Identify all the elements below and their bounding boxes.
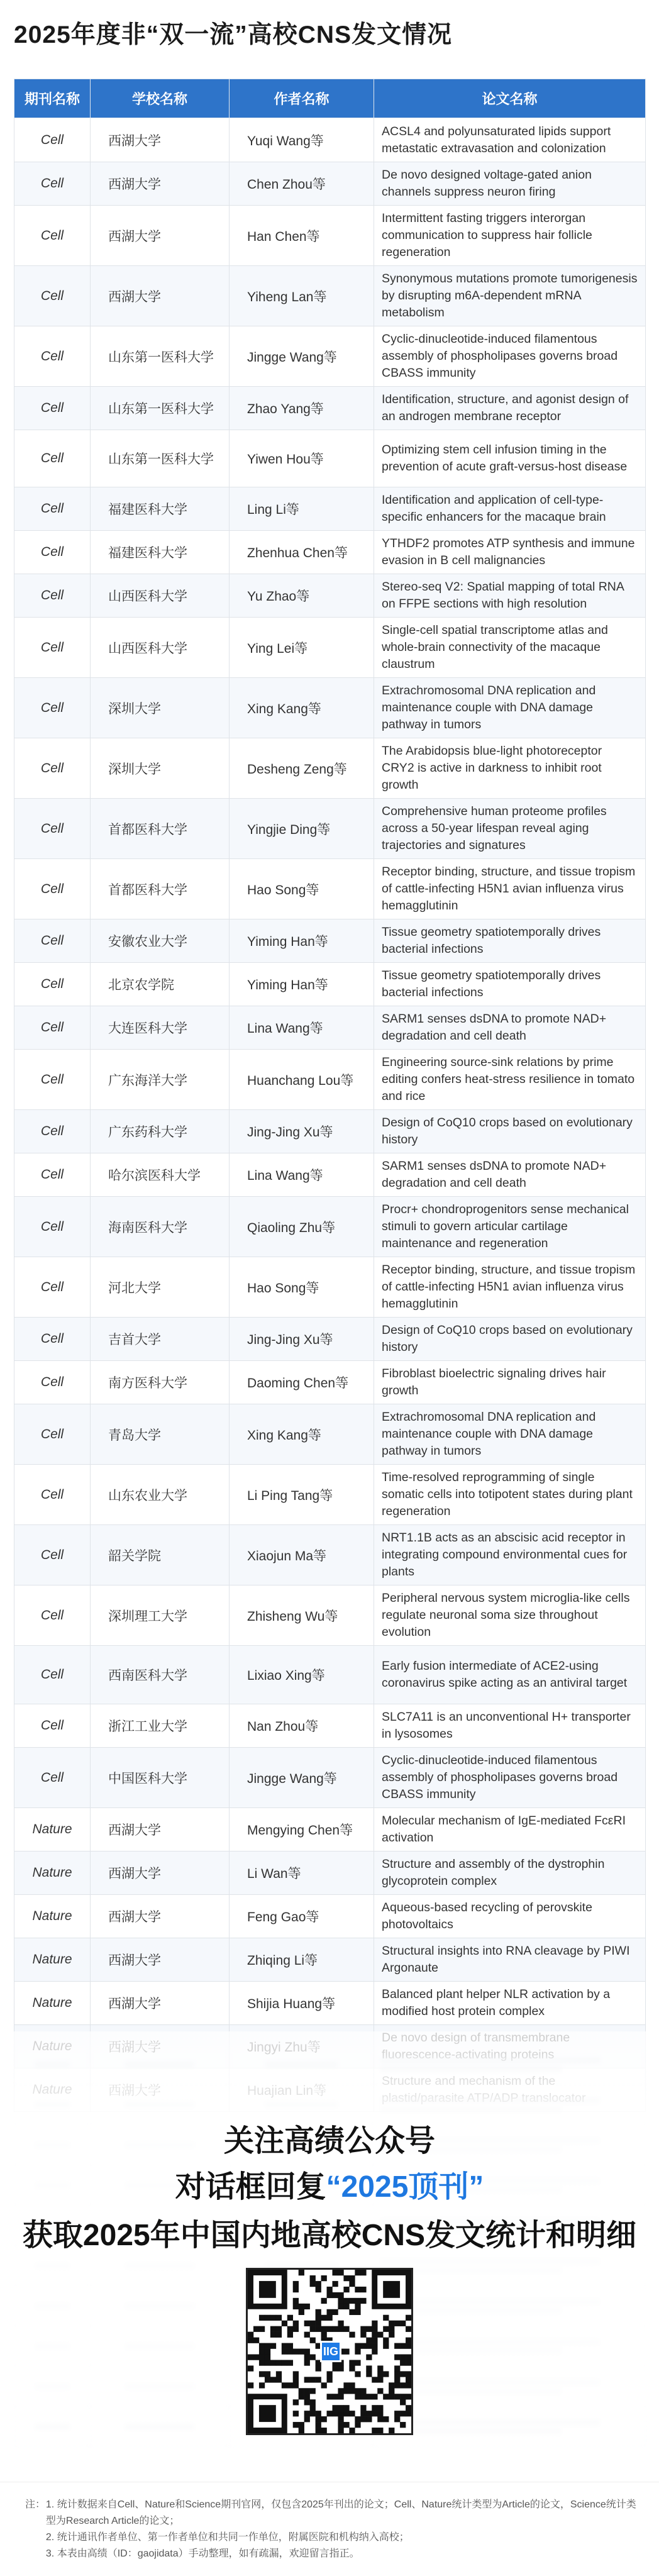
- journal-cell: Cell: [14, 1257, 91, 1318]
- school-cell: 深圳理工大学: [91, 1585, 230, 1646]
- journal-cell: Cell: [14, 1318, 91, 1361]
- journal-cell: Cell: [14, 1361, 91, 1404]
- paper-cell: Design of CoQ10 crops based on evolutionary history: [374, 1110, 646, 1153]
- table-row: [14, 738, 646, 799]
- footnotes: [25, 2497, 641, 2562]
- author-cell: Daoming Chen等: [230, 1361, 374, 1404]
- paper-cell: Engineering source-sink relations by prime editing confers heat-stress resilience in tomato and rice: [374, 1050, 646, 1110]
- author-cell: Xing Kang等: [230, 1404, 374, 1465]
- paper-cell: The Arabidopsis blue-light photoreceptor CRY2 is active in darkness to inhibit root growth: [374, 738, 646, 799]
- author-cell: Nan Zhou等: [230, 1704, 374, 1748]
- paper-cell: Receptor binding, structure, and tissue tropism of cattle-infecting H5N1 avian influenza virus hemagglutinin: [374, 1257, 646, 1318]
- journal-cell: Cell: [14, 1748, 91, 1808]
- author-cell: Huanchang Lou等: [230, 1050, 374, 1110]
- author-cell: Lina Wang等: [230, 1153, 374, 1197]
- school-cell: 哈尔滨医科大学: [91, 1153, 230, 1197]
- table-row: [14, 1006, 646, 1050]
- table-row: [14, 859, 646, 919]
- table-row: [14, 1704, 646, 1748]
- school-cell: 首都医科大学: [91, 859, 230, 919]
- school-cell: 大连医科大学: [91, 1006, 230, 1050]
- author-cell: Xiaojun Ma等: [230, 1525, 374, 1585]
- paper-cell: Time-resolved reprogramming of single somatic cells into totipotent states during plant regeneration: [374, 1465, 646, 1525]
- paper-cell: Cyclic-dinucleotide-induced filamentous assembly of phospholipases governs broad CBASS immunity: [374, 1748, 646, 1808]
- table-row: [14, 266, 646, 326]
- school-cell: 西湖大学: [91, 118, 230, 162]
- journal-cell: Cell: [14, 678, 91, 738]
- journal-cell: Cell: [14, 1525, 91, 1585]
- paper-cell: Procr+ chondroprogenitors sense mechanical stimuli to govern articular cartilage maintenance and regeneration: [374, 1197, 646, 1257]
- author-cell: Mengying Chen等: [230, 1808, 374, 1852]
- school-cell: 北京农学院: [91, 963, 230, 1006]
- table-row: [14, 1404, 646, 1465]
- paper-cell: Optimizing stem cell infusion timing in the prevention of acute graft-versus-host disease: [374, 430, 646, 487]
- table-row: [14, 1153, 646, 1197]
- paper-cell: Design of CoQ10 crops based on evolutionary history: [374, 1318, 646, 1361]
- paper-cell: Comprehensive human proteome profiles across a 50-year lifespan reveal aging trajectories and signatures: [374, 799, 646, 859]
- paper-cell: Identification and application of cell-type-specific enhancers for the macaque brain: [374, 487, 646, 531]
- journal-cell: Cell: [14, 799, 91, 859]
- school-cell: 山东农业大学: [91, 1465, 230, 1525]
- table-row: [14, 1585, 646, 1646]
- school-cell: 西湖大学: [91, 1852, 230, 1895]
- table-header-row: [14, 79, 646, 118]
- journal-cell: Cell: [14, 738, 91, 799]
- school-cell: 西湖大学: [91, 206, 230, 266]
- school-cell: 山西医科大学: [91, 574, 230, 618]
- author-cell: Shijia Huang等: [230, 1982, 374, 2025]
- journal-cell: Cell: [14, 963, 91, 1006]
- author-cell: Yiwen Hou等: [230, 430, 374, 487]
- journal-cell: Cell: [14, 1646, 91, 1704]
- table-row: [14, 1852, 646, 1895]
- journal-cell: Nature: [14, 1852, 91, 1895]
- school-cell: 南方医科大学: [91, 1361, 230, 1404]
- school-cell: 深圳大学: [91, 678, 230, 738]
- journal-cell: Cell: [14, 266, 91, 326]
- journal-cell: Cell: [14, 574, 91, 618]
- paper-cell: Fibroblast bioelectric signaling drives hair growth: [374, 1361, 646, 1404]
- school-cell: 西湖大学: [91, 162, 230, 206]
- paper-cell: YTHDF2 promotes ATP synthesis and immune evasion in B cell malignancies: [374, 531, 646, 574]
- table-row: [14, 206, 646, 266]
- author-cell: Zhao Yang等: [230, 387, 374, 430]
- author-cell: Li Wan等: [230, 1852, 374, 1895]
- journal-cell: Nature: [14, 1938, 91, 1982]
- paper-cell: NRT1.1B acts as an abscisic acid receptor in integrating compound environmental cues for plants: [374, 1525, 646, 1585]
- school-cell: 浙江工业大学: [91, 1704, 230, 1748]
- table-row: [14, 1197, 646, 1257]
- table-row: [14, 1895, 646, 1938]
- paper-cell: Structure and assembly of the dystrophin glycoprotein complex: [374, 1852, 646, 1895]
- page-title: 2025年度非“双一流”高校CNS发文情况: [14, 21, 453, 48]
- author-cell: Yingjie Ding等: [230, 799, 374, 859]
- paper-cell: Extrachromosomal DNA replication and maintenance couple with DNA damage pathway in tumors: [374, 678, 646, 738]
- school-cell: 西湖大学: [91, 1982, 230, 2025]
- paper-cell: Tissue geometry spatiotemporally drives bacterial infections: [374, 919, 646, 963]
- school-cell: 山西医科大学: [91, 618, 230, 678]
- school-cell: 山东第一医科大学: [91, 326, 230, 387]
- promo-reply-prefix: 对话框回复: [175, 2170, 326, 2204]
- paper-cell: SLC7A11 is an unconventional H+ transporter in lysosomes: [374, 1704, 646, 1748]
- author-cell: Zhenhua Chen等: [230, 531, 374, 574]
- table-row: [14, 963, 646, 1006]
- paper-cell: ACSL4 and polyunsaturated lipids support metastatic extravasation and colonization: [374, 118, 646, 162]
- school-cell: 广东海洋大学: [91, 1050, 230, 1110]
- journal-cell: Cell: [14, 118, 91, 162]
- journal-cell: Nature: [14, 1982, 91, 2025]
- school-cell: 西湖大学: [91, 266, 230, 326]
- school-cell: 韶关学院: [91, 1525, 230, 1585]
- table-row: [14, 326, 646, 387]
- school-cell: 安徽农业大学: [91, 919, 230, 963]
- school-cell: 广东药科大学: [91, 1110, 230, 1153]
- notes-label: 注：: [25, 2499, 46, 2510]
- school-cell: 西南医科大学: [91, 1646, 230, 1704]
- school-cell: 西湖大学: [91, 1938, 230, 1982]
- author-cell: Jing-Jing Xu等: [230, 1318, 374, 1361]
- author-cell: Jingge Wang等: [230, 1748, 374, 1808]
- paper-cell: Aqueous-based recycling of perovskite photovoltaics: [374, 1895, 646, 1938]
- table-row: [14, 1808, 646, 1852]
- author-cell: Yuqi Wang等: [230, 118, 374, 162]
- paper-cell: Cyclic-dinucleotide-induced filamentous assembly of phospholipases governs broad CBASS immunity: [374, 326, 646, 387]
- paper-cell: Early fusion intermediate of ACE2-using coronavirus spike acting as an antiviral target: [374, 1646, 646, 1704]
- school-cell: 山东第一医科大学: [91, 430, 230, 487]
- author-cell: Han Chen等: [230, 206, 374, 266]
- school-cell: 吉首大学: [91, 1318, 230, 1361]
- table-row: [14, 1257, 646, 1318]
- author-cell: Xing Kang等: [230, 678, 374, 738]
- promo-get: 获取2025年中国内地高校CNS发文统计和明细: [22, 2219, 637, 2252]
- table-row: [14, 799, 646, 859]
- school-cell: 首都医科大学: [91, 799, 230, 859]
- journal-cell: Nature: [14, 1895, 91, 1938]
- note-item: 2. 统计通讯作者单位、第一作者单位和共同一作单位，附属医院和机构纳入高校；: [45, 2532, 409, 2543]
- author-cell: Jing-Jing Xu等: [230, 1110, 374, 1153]
- table-row: [14, 430, 646, 487]
- author-cell: Lixiao Xing等: [230, 1646, 374, 1704]
- note-item: 3. 本表由高绩（ID：gaojidata）手动整理，如有疏漏，欢迎留言指正。: [45, 2548, 360, 2559]
- author-cell: Hao Song等: [230, 1257, 374, 1318]
- paper-cell: Structural insights into RNA cleavage by PIWI Argonaute: [374, 1938, 646, 1982]
- author-cell: Feng Gao等: [230, 1895, 374, 1938]
- school-cell: 福建医科大学: [91, 487, 230, 531]
- journal-cell: Cell: [14, 1404, 91, 1465]
- paper-cell: Stereo-seq V2: Spatial mapping of total RNA on FFPE sections with high resolution: [374, 574, 646, 618]
- promo-keyword: “2025顶刊”: [326, 2170, 484, 2204]
- paper-cell: Peripheral nervous system microglia-like cells regulate neuronal soma size throughout evolution: [374, 1585, 646, 1646]
- table-row: [14, 487, 646, 531]
- table-row: [14, 1646, 646, 1704]
- author-cell: Yiming Han等: [230, 963, 374, 1006]
- author-cell: Yu Zhao等: [230, 574, 374, 618]
- table-row: [14, 618, 646, 678]
- header-journal: 期刊名称: [14, 79, 91, 118]
- qr-logo-icon: IIG: [320, 2341, 341, 2362]
- table-row: [14, 1748, 646, 1808]
- paper-cell: Receptor binding, structure, and tissue tropism of cattle-infecting H5N1 avian influenza virus hemagglutinin: [374, 859, 646, 919]
- journal-cell: Cell: [14, 487, 91, 531]
- author-cell: Li Ping Tang等: [230, 1465, 374, 1525]
- paper-cell: Tissue geometry spatiotemporally drives bacterial infections: [374, 963, 646, 1006]
- table-row: [14, 1982, 646, 2025]
- paper-cell: Molecular mechanism of IgE-mediated FcεRI activation: [374, 1808, 646, 1852]
- paper-cell: SARM1 senses dsDNA to promote NAD+ degradation and cell death: [374, 1153, 646, 1197]
- author-cell: Ling Li等: [230, 487, 374, 531]
- journal-cell: Cell: [14, 919, 91, 963]
- school-cell: 河北大学: [91, 1257, 230, 1318]
- author-cell: Jingge Wang等: [230, 326, 374, 387]
- cns-table: [14, 79, 646, 2112]
- table-row: [14, 1110, 646, 1153]
- table-row: [14, 678, 646, 738]
- paper-cell: Intermittent fasting triggers interorgan communication to suppress hair follicle regeneration: [374, 206, 646, 266]
- school-cell: 青岛大学: [91, 1404, 230, 1465]
- journal-cell: Cell: [14, 387, 91, 430]
- school-cell: 深圳大学: [91, 738, 230, 799]
- paper-cell: Extrachromosomal DNA replication and maintenance couple with DNA damage pathway in tumors: [374, 1404, 646, 1465]
- table-row: [14, 118, 646, 162]
- author-cell: Ying Lei等: [230, 618, 374, 678]
- table-row: [14, 531, 646, 574]
- paper-cell: De novo designed voltage-gated anion channels suppress neuron firing: [374, 162, 646, 206]
- journal-cell: Cell: [14, 1704, 91, 1748]
- table-row: [14, 162, 646, 206]
- table-row: [14, 1525, 646, 1585]
- journal-cell: Cell: [14, 1110, 91, 1153]
- journal-cell: Cell: [14, 1050, 91, 1110]
- promo-reply: [0, 2162, 659, 2206]
- school-cell: 中国医科大学: [91, 1748, 230, 1808]
- author-cell: Hao Song等: [230, 859, 374, 919]
- journal-cell: Cell: [14, 859, 91, 919]
- journal-cell: Cell: [14, 531, 91, 574]
- journal-cell: Cell: [14, 1585, 91, 1646]
- header-school: 学校名称: [91, 79, 230, 118]
- journal-cell: Cell: [14, 618, 91, 678]
- journal-cell: Cell: [14, 1465, 91, 1525]
- table-row: [14, 1361, 646, 1404]
- table-row: [14, 387, 646, 430]
- school-cell: 西湖大学: [91, 1895, 230, 1938]
- author-cell: Yiheng Lan等: [230, 266, 374, 326]
- author-cell: Desheng Zeng等: [230, 738, 374, 799]
- paper-cell: Balanced plant helper NLR activation by a modified host protein complex: [374, 1982, 646, 2025]
- paper-cell: Identification, structure, and agonist design of an androgen membrane receptor: [374, 387, 646, 430]
- table-row: [14, 1938, 646, 1982]
- school-cell: 福建医科大学: [91, 531, 230, 574]
- paper-cell: Synonymous mutations promote tumorigenesis by disrupting m6A-dependent mRNA metabolism: [374, 266, 646, 326]
- table-row: [14, 574, 646, 618]
- note-item: 1. 统计数据来自Cell、Nature和Science期刊官网，仅包含2025年刊出的论文；Cell、Nature统计类型为Article的论文，Science统计类型为Research Article的论文；: [45, 2499, 636, 2526]
- author-cell: Yiming Han等: [230, 919, 374, 963]
- journal-cell: Cell: [14, 206, 91, 266]
- paper-cell: Single-cell spatial transcriptome atlas and whole-brain connectivity of the macaque claustrum: [374, 618, 646, 678]
- header-paper: 论文名称: [374, 79, 646, 118]
- school-cell: 西湖大学: [91, 1808, 230, 1852]
- table-row: [14, 1465, 646, 1525]
- author-cell: Zhiqing Li等: [230, 1938, 374, 1982]
- table-row: [14, 1050, 646, 1110]
- author-cell: Lina Wang等: [230, 1006, 374, 1050]
- journal-cell: Cell: [14, 1153, 91, 1197]
- journal-cell: Cell: [14, 326, 91, 387]
- school-cell: 海南医科大学: [91, 1197, 230, 1257]
- journal-cell: Nature: [14, 1808, 91, 1852]
- promo-follow: 关注高绩公众号: [223, 2124, 435, 2158]
- journal-cell: Cell: [14, 162, 91, 206]
- school-cell: 山东第一医科大学: [91, 387, 230, 430]
- table-row: [14, 1318, 646, 1361]
- journal-cell: Cell: [14, 1197, 91, 1257]
- author-cell: Chen Zhou等: [230, 162, 374, 206]
- journal-cell: Cell: [14, 1006, 91, 1050]
- author-cell: Zhisheng Wu等: [230, 1585, 374, 1646]
- table-body: [14, 118, 646, 2112]
- header-author: 作者名称: [230, 79, 374, 118]
- journal-cell: Cell: [14, 430, 91, 487]
- author-cell: Qiaoling Zhu等: [230, 1197, 374, 1257]
- paper-cell: SARM1 senses dsDNA to promote NAD+ degradation and cell death: [374, 1006, 646, 1050]
- table-row: [14, 919, 646, 963]
